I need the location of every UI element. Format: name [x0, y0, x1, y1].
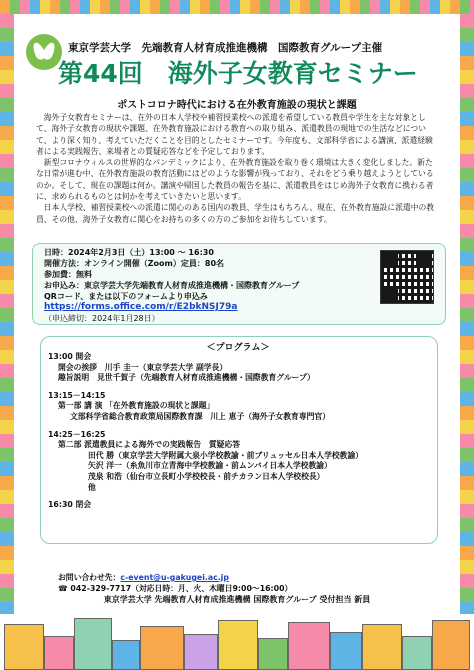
program-item: 第二部 派遣教員による海外での実践報告 質疑応答 [58, 440, 241, 450]
intro-paragraph: 新型コロナウィルスの世界的なパンデミックにより、在外教育施設を取り巻く環境は大きく変化しました。新たな日常が進む中、在外教育施設の教育活動にはどのような影響が残っており、それをどう乗り越えようとしているのか。そして、現在の課題は何か。講演や帰国した教員の報告を基に、派遣教員をはじめ海外子女教育に携わる者に、求められるものとは何かを考えていきたいと思います。 [36, 158, 434, 202]
contact-line [58, 572, 438, 583]
program-item: 開会の挨拶 川手 圭一（東京学芸大学 副学長） [58, 362, 228, 372]
contact-phone: ☎ 042-329-7717（対応日時：月、火、木曜日9:00～16:00） [58, 584, 293, 593]
program-item: 13:15－14:15 [48, 390, 106, 400]
decorative-top-border [0, 0, 474, 14]
program-item: 他 [88, 482, 96, 492]
event-date: 日時：2024年2月3日（土）13:00 ～ 16:30 [44, 248, 214, 257]
program-item: 13:00 開会 [48, 352, 92, 361]
program-list [48, 352, 433, 511]
leaf-logo-icon [26, 34, 62, 70]
event-apply-method: QRコード、または以下のフォームより申込み [44, 292, 208, 301]
event-apply: お申込み：東京学芸大学先端教育人材育成推進機構・国際教育グループ [44, 281, 300, 290]
organizer-line: 東京学芸大学 先端教育人材育成推進機構 国際教育グループ主催 [68, 42, 383, 54]
intro-text [36, 112, 440, 225]
application-form-link[interactable]: https://forms.office.com/r/E2bkNSJ79a [44, 302, 238, 312]
intro-paragraph: 日本人学校、補習授業校への派遣に関心のある国内の教員、学生はもちろん、現在、在外教育施設に派遣中の教員、その他、海外子女教育に関心をお持ちの多くの方のご参加をお待ちしています。 [36, 203, 435, 224]
program-item: 文部科学省総合教育政策局国際教育課 川上 恵子（海外子女教育専門官） [70, 411, 331, 421]
intro-paragraph: 海外子女教育セミナーは、在外の日本人学校や補習授業校への派遣を希望している教員や学生を主な対象として、海外子女教育の現状や課題、在外教育施設における教育への取り組み、派遣教員の現地での生活などについて、より深く知り、考えていただくことを目的としたセミナーです。今年度も、文部科学省による講演、派遣経験者による実践報告、来場者との質疑応答などを予定しております。 [36, 113, 433, 156]
program-item: 14:25－16:25 [48, 429, 106, 439]
contact-info [58, 572, 438, 594]
page-title: 第44回 海外子女教育セミナー [58, 59, 418, 88]
event-info [44, 247, 364, 324]
footer-organizer: 東京学芸大学 先端教育人材育成推進機構 国際教育グループ 受付担当 新員 [103, 595, 371, 604]
contact-email-link[interactable]: c-event@u-gakugei.ac.jp [120, 573, 229, 582]
program-item: 茂泉 和浩（仙台市立長町小学校校長・前チカラン日本人学校校長） [88, 471, 325, 481]
program-item: 矢沢 洋一（糸魚川市立青海中学校教諭・前ムンバイ日本人学校教諭） [88, 461, 332, 471]
event-fee: 参加費：無料 [44, 270, 92, 279]
application-deadline: （申込締切：2024年1月28日） [44, 314, 160, 323]
page-subtitle: ポストコロナ時代における在外教育施設の現状と課題 [117, 100, 357, 111]
decorative-skyline [0, 610, 474, 670]
program-item: 田代 勝（東京学芸大学附属大泉小学校教諭・前ブリュッセル日本人学校教諭） [88, 450, 364, 460]
program-item: 趣旨説明 見世千賀子（先端教育人材育成推進機構・国際教育グループ） [58, 373, 315, 383]
contact-label: お問い合わせ先： [58, 573, 121, 582]
program-item: 16:30 閉会 [48, 500, 92, 510]
program-title: ＜プログラム＞ [206, 343, 270, 353]
qr-code-icon[interactable] [380, 250, 434, 304]
event-format: 開催方法：オンライン開催（Zoom）定員：80名 [44, 259, 225, 268]
program-item: 第一部 講 演 「在外教育施設の現状と課題」 [58, 401, 215, 411]
